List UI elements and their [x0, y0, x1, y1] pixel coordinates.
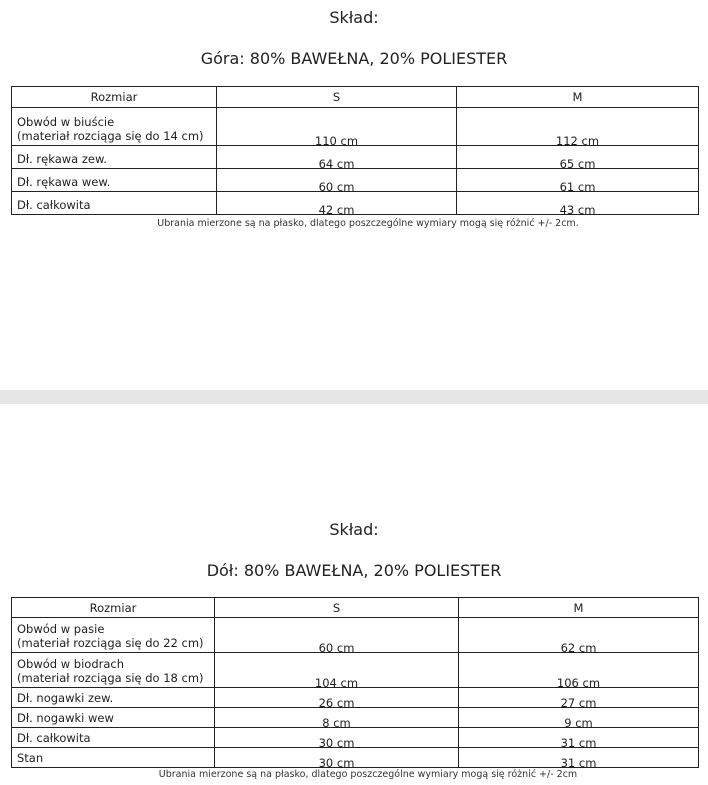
- value-s: 30 cm: [215, 748, 459, 768]
- value-m: 27 cm: [459, 688, 699, 708]
- value-m: 61 cm: [457, 169, 699, 192]
- header-s: S: [215, 598, 459, 618]
- row-label: Dł. całkowita: [12, 192, 217, 215]
- bottom-title: Skład:: [329, 520, 379, 539]
- table-row: [12, 146, 699, 169]
- table-row: [12, 688, 699, 708]
- bottom-size-table: [11, 597, 699, 768]
- value-m: 112 cm: [457, 108, 699, 146]
- value-s: 110 cm: [217, 108, 457, 146]
- bottom-composition: Dół: 80% BAWEŁNA, 20% POLIESTER: [206, 561, 502, 580]
- row-label: Obwód w biodrach (materiał rozciąga się do 18 cm): [12, 653, 215, 688]
- value-s: 60 cm: [217, 169, 457, 192]
- value-m: 62 cm: [459, 618, 699, 653]
- table-row: [12, 748, 699, 768]
- value-m: 106 cm: [459, 653, 699, 688]
- top-section: [0, 0, 708, 390]
- top-measurement-note: Ubrania mierzone są na płasko, dlatego poszczególne wymiary mogą się różnić +/- 2cm.: [157, 218, 579, 229]
- table-row: [12, 169, 699, 192]
- row-label: Dł. rękawa wew.: [12, 169, 217, 192]
- bottom-section: [0, 404, 708, 785]
- top-size-table: [11, 86, 699, 215]
- header-size: Rozmiar: [12, 598, 215, 618]
- value-s: 8 cm: [215, 708, 459, 728]
- value-m: 9 cm: [459, 708, 699, 728]
- table-row: [12, 653, 699, 688]
- row-label: Obwód w pasie (materiał rozciąga się do 22 cm): [12, 618, 215, 653]
- value-m: 65 cm: [457, 146, 699, 169]
- row-label: Dł. rękawa zew.: [12, 146, 217, 169]
- value-m: 43 cm: [457, 192, 699, 215]
- table-row: [12, 618, 699, 653]
- table-row: [12, 708, 699, 728]
- value-s: 104 cm: [215, 653, 459, 688]
- value-s: 60 cm: [215, 618, 459, 653]
- bottom-measurement-note: Ubrania mierzone są na płasko, dlatego poszczególne wymiary mogą się różnić +/- 2cm: [158, 769, 578, 780]
- row-label: Dł. nogawki wew: [12, 708, 215, 728]
- row-label: Dł. nogawki zew.: [12, 688, 215, 708]
- table-row: [12, 192, 699, 215]
- value-m: 31 cm: [459, 748, 699, 768]
- top-composition: Góra: 80% BAWEŁNA, 20% POLIESTER: [200, 49, 508, 68]
- header-s: S: [217, 87, 457, 108]
- table-row: [12, 728, 699, 748]
- value-s: 42 cm: [217, 192, 457, 215]
- table-row: [12, 108, 699, 146]
- header-m: M: [459, 598, 699, 618]
- value-s: 30 cm: [215, 728, 459, 748]
- value-s: 64 cm: [217, 146, 457, 169]
- value-m: 31 cm: [459, 728, 699, 748]
- section-divider: [0, 390, 708, 404]
- row-label: Obwód w biuście (materiał rozciąga się do 14 cm): [12, 108, 217, 146]
- row-label: Stan: [12, 748, 215, 768]
- row-label: Dł. całkowita: [12, 728, 215, 748]
- table-header-row: [12, 87, 699, 108]
- top-title: Skład:: [329, 8, 379, 27]
- header-size: Rozmiar: [12, 87, 217, 108]
- value-s: 26 cm: [215, 688, 459, 708]
- table-header-row: [12, 598, 699, 618]
- header-m: M: [457, 87, 699, 108]
